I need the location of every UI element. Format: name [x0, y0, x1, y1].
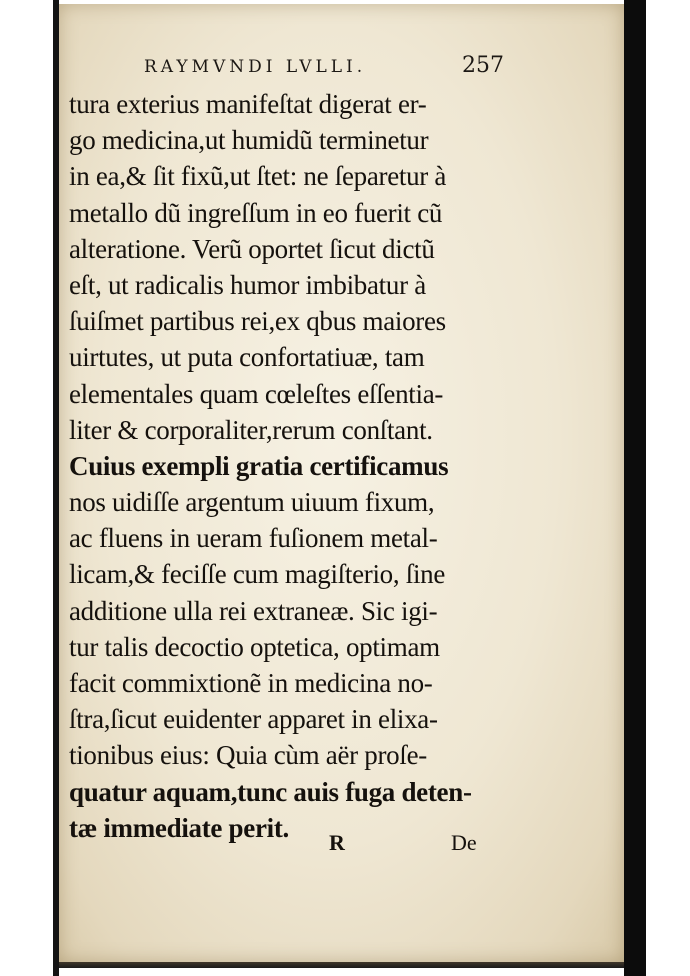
page-number: 257 — [462, 53, 504, 78]
text-line: ſuiſmet partibus rei,ex qbus maiores — [69, 306, 446, 337]
text-line: alteratione. Verũ oportet ſicut dictũ — [69, 233, 435, 264]
text-line: tur talis decoctio optetica, optimam — [69, 631, 440, 662]
text-line: go medicina,ut humidũ terminetur — [69, 125, 429, 156]
catchword: De — [451, 830, 477, 855]
text-line: tionibus eius: Quia cùm aër proſe- — [69, 740, 427, 771]
body-text — [69, 86, 489, 846]
running-head: RAYMVNDI LVLLI. — [144, 57, 367, 77]
text-line: licam,& feciſſe cum magiſterio, ſine — [69, 559, 446, 590]
text-line: in ea,& ſit fixũ,ut ſtet: ne ſeparetur à — [69, 161, 447, 192]
text-line: facit commixtionẽ in medicina no- — [69, 668, 433, 698]
book-page — [59, 4, 624, 962]
text-line: uirtutes, ut puta confortatiuæ, tam — [69, 342, 425, 373]
text-line: ſtra,ſicut euidenter apparet in elixa- — [69, 704, 438, 735]
text-line: eſt, ut radicalis humor imbibatur à — [69, 269, 426, 300]
cover-edge — [624, 0, 646, 976]
text-line: tura exterius manifeſtat digerat er- — [69, 89, 427, 119]
text-line: ac fluens in ueram fuſionem metal- — [69, 523, 438, 554]
signature-mark: R — [329, 830, 345, 855]
text-line: quatur aquam,tunc auis fuga deten- — [69, 776, 472, 807]
text-line: Cuius exempli gratia certificamus — [69, 450, 449, 481]
text-line: liter & corporaliter,rerum conſtant. — [69, 414, 433, 445]
text-line: additione ulla rei extraneæ. Sic igi- — [69, 595, 438, 626]
text-line: tæ immediate perit. — [69, 812, 289, 843]
text-line: elementales quam cœleſtes eſſentia- — [69, 378, 444, 409]
text-line: metallo dũ ingreſſum in eo fuerit cũ — [69, 197, 443, 228]
text-line: nos uidiſſe argentum uiuum fixum, — [69, 487, 435, 518]
